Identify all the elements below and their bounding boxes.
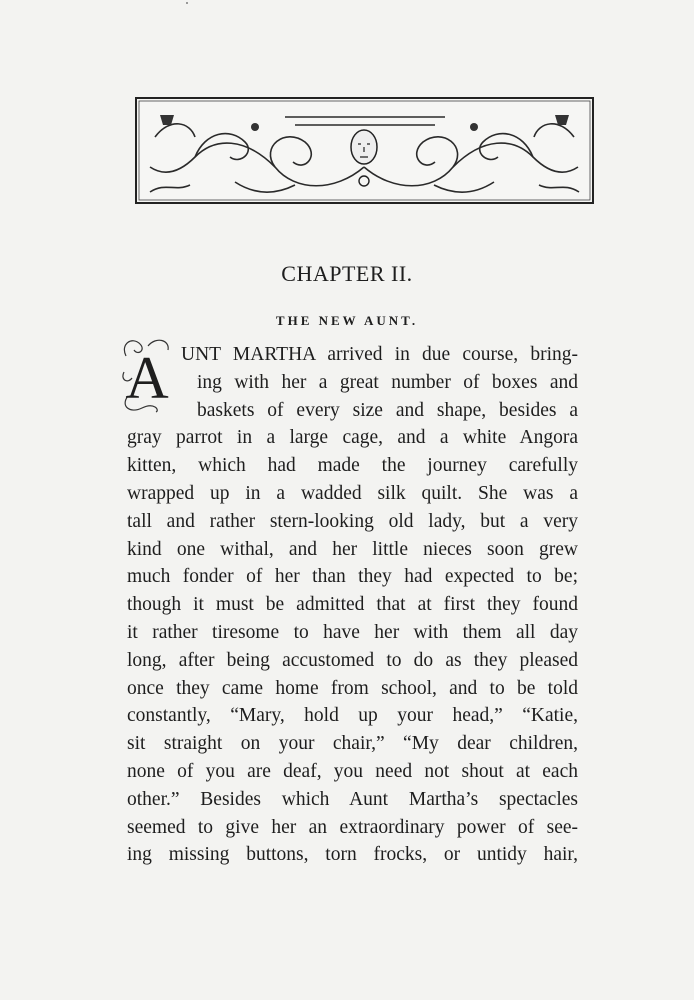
chapter-subtitle: THE NEW AUNT. bbox=[275, 313, 419, 328]
text-line: sit straight on your chair,” “My dear children, bbox=[127, 733, 578, 755]
chapter-title: CHAPTER II. bbox=[281, 261, 413, 286]
text-line: much fonder of her than they had expected to be; bbox=[127, 566, 578, 588]
ornamental-headpiece bbox=[135, 97, 594, 204]
text-line: constantly, “Mary, hold up your head,” “Katie, bbox=[127, 705, 578, 727]
text-line: long, after being accustomed to do as they pleased bbox=[127, 649, 578, 671]
text-line: none of you are deaf, you need not shout at each bbox=[127, 760, 578, 782]
text-line: once they came home from school, and to be told bbox=[127, 677, 578, 699]
text-line: kind one withal, and her little nieces soon grew bbox=[127, 538, 578, 560]
chapter-body bbox=[127, 341, 578, 869]
drop-cap-letter: A bbox=[125, 345, 169, 411]
text-line: though it must be admitted that at first they found bbox=[127, 594, 578, 616]
text-line: kitten, which had made the journey carefully bbox=[127, 455, 578, 477]
text-line: UNT MARTHA arrived in due course, bring- bbox=[181, 344, 578, 365]
text-line: ing with her a great number of boxes and bbox=[197, 371, 578, 393]
scan-speck bbox=[186, 2, 188, 4]
text-line: wrapped up in a wadded silk quilt. She was a bbox=[127, 482, 578, 504]
text-line: seemed to give her an extraordinary power of see- bbox=[127, 816, 578, 838]
text-line: gray parrot in a large cage, and a white Angora bbox=[127, 427, 578, 449]
text-line: ing missing buttons, torn frocks, or untidy hair, bbox=[127, 844, 578, 866]
text-line: other.” Besides which Aunt Martha’s spectacles bbox=[127, 788, 578, 810]
text-line: tall and rather stern-looking old lady, but a very bbox=[127, 510, 578, 532]
text-line: baskets of every size and shape, besides a bbox=[197, 399, 578, 421]
text-line: it rather tiresome to have her with them all day bbox=[127, 621, 578, 643]
